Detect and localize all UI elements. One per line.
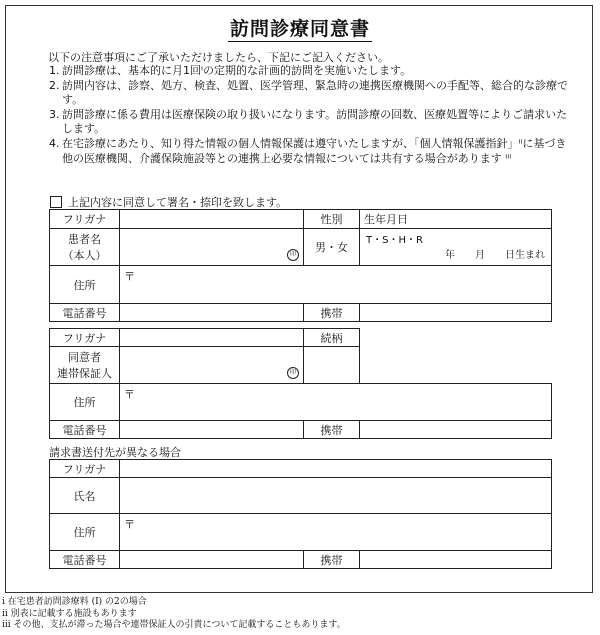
footnote-1: i 在宅患者訪問診療料 (I) の2の場合 xyxy=(2,597,147,607)
patient-name-label xyxy=(50,229,120,266)
dob-suffix: 年 月 日生まれ xyxy=(445,250,545,261)
consent-label: 上記内容に同意して署名・捺印を致します。 xyxy=(68,196,288,209)
patient-phone-label: 電話番号 xyxy=(50,304,120,322)
postal-mark: 〒 xyxy=(124,270,135,283)
notice-item-4 xyxy=(49,137,569,166)
patient-dob-field[interactable] xyxy=(360,229,552,266)
guarantor-label-2: 連帯保証人 xyxy=(57,367,112,380)
guarantor-mobile-field[interactable] xyxy=(360,421,552,439)
billing-furigana-field[interactable] xyxy=(120,460,552,478)
billing-phone-field[interactable] xyxy=(120,551,304,569)
billing-address-label: 住所 xyxy=(50,514,120,551)
guarantor-mobile-label: 携帯 xyxy=(304,421,360,439)
notice-item-2 xyxy=(49,79,569,108)
patient-table xyxy=(49,209,552,322)
guarantor-address-label: 住所 xyxy=(50,384,120,421)
page-title xyxy=(0,14,600,41)
patient-address-field[interactable] xyxy=(120,266,552,304)
guarantor-relation-field[interactable] xyxy=(304,347,360,384)
guarantor-furigana-field[interactable] xyxy=(120,329,304,347)
patient-furigana-label: フリガナ xyxy=(50,210,120,229)
patient-name-field[interactable] xyxy=(120,229,304,266)
footnotes xyxy=(2,597,346,632)
guarantor-phone-field[interactable] xyxy=(120,421,304,439)
patient-sex-label: 性別 xyxy=(304,210,360,229)
guarantor-name-label xyxy=(50,347,120,384)
postal-mark: 〒 xyxy=(124,388,135,401)
guarantor-furigana-label: フリガナ xyxy=(50,329,120,347)
billing-address-field[interactable] xyxy=(120,514,552,551)
billing-name-label: 氏名 xyxy=(50,478,120,514)
guarantor-relation-label: 続柄 xyxy=(304,329,360,347)
billing-section-label: 請求書送付先が異なる場合 xyxy=(49,446,181,459)
notice-number: 1. xyxy=(49,64,60,77)
notice-text: 訪問内容は、診察、処方、検査、処置、医学管理、緊急時の連携医療機関への手配等、総合的な診療です。 xyxy=(62,78,568,107)
guarantor-name-field[interactable] xyxy=(120,347,304,384)
empty-cell xyxy=(360,347,552,384)
notice-text: 在宅診療にあたり、知り得た情報の個人情報保護は遵守いたしますが、「個人情報保護指針」ⁱⁱに基づき他の医療機関、介護保険施設等との連携上必要な情報については共有する場合があります ⁱⁱⁱ xyxy=(62,136,567,165)
guarantor-label-1: 同意者 xyxy=(68,351,101,364)
guarantor-table xyxy=(49,328,552,439)
patient-sex-options[interactable]: 男・女 xyxy=(304,229,360,266)
billing-mobile-label: 携帯 xyxy=(304,551,360,569)
billing-mobile-field[interactable] xyxy=(360,551,552,569)
notice-item-3 xyxy=(49,108,569,137)
patient-furigana-field[interactable] xyxy=(120,210,304,229)
billing-furigana-label: フリガナ xyxy=(50,460,120,478)
notice-text: 訪問診療は、基本的に月1回ⁱの定期的な計画的訪問を実施いたします。 xyxy=(62,64,412,77)
postal-mark: 〒 xyxy=(124,518,135,531)
era-options[interactable]: T・S・H・R xyxy=(366,235,423,246)
billing-name-field[interactable] xyxy=(120,478,552,514)
seal-icon: 印 xyxy=(287,249,299,261)
guarantor-address-field[interactable] xyxy=(120,384,552,421)
intro-text: 以下の注意事項にご了承いただけましたら、下記にご記入ください。 xyxy=(48,51,389,64)
footnote-2: ii 別表に記載する施設もあります xyxy=(2,608,137,619)
billing-phone-label: 電話番号 xyxy=(50,551,120,569)
seal-icon: 印 xyxy=(287,367,299,379)
patient-phone-field[interactable] xyxy=(120,304,304,322)
empty-cell xyxy=(360,329,552,347)
guarantor-phone-label: 電話番号 xyxy=(50,421,120,439)
patient-mobile-field[interactable] xyxy=(360,304,552,322)
notice-text: 訪問診療に係る費用は医療保険の取り扱いになります。訪問診療の回数、医療処置等によりご請求いたします。 xyxy=(62,107,568,136)
notice-number: 4. xyxy=(49,136,60,150)
patient-dob-label: 生年月日 xyxy=(360,210,552,229)
notice-item-1 xyxy=(49,64,569,79)
footnote-3: iii その他、支払が滞った場合や連帯保証人の引責について記載することもあります。 xyxy=(2,620,346,630)
title-text: 訪問診療同意書 xyxy=(229,18,370,40)
notice-number: 3. xyxy=(49,107,60,121)
notice-list xyxy=(49,64,569,166)
patient-name-label-2: （本人） xyxy=(62,249,107,262)
notice-number: 2. xyxy=(49,78,60,92)
billing-table xyxy=(49,459,552,569)
consent-row xyxy=(50,194,287,210)
patient-name-label-1: 患者名 xyxy=(68,233,101,246)
patient-mobile-label: 携帯 xyxy=(304,304,360,322)
patient-address-label: 住所 xyxy=(50,266,120,304)
consent-checkbox[interactable] xyxy=(50,196,62,208)
